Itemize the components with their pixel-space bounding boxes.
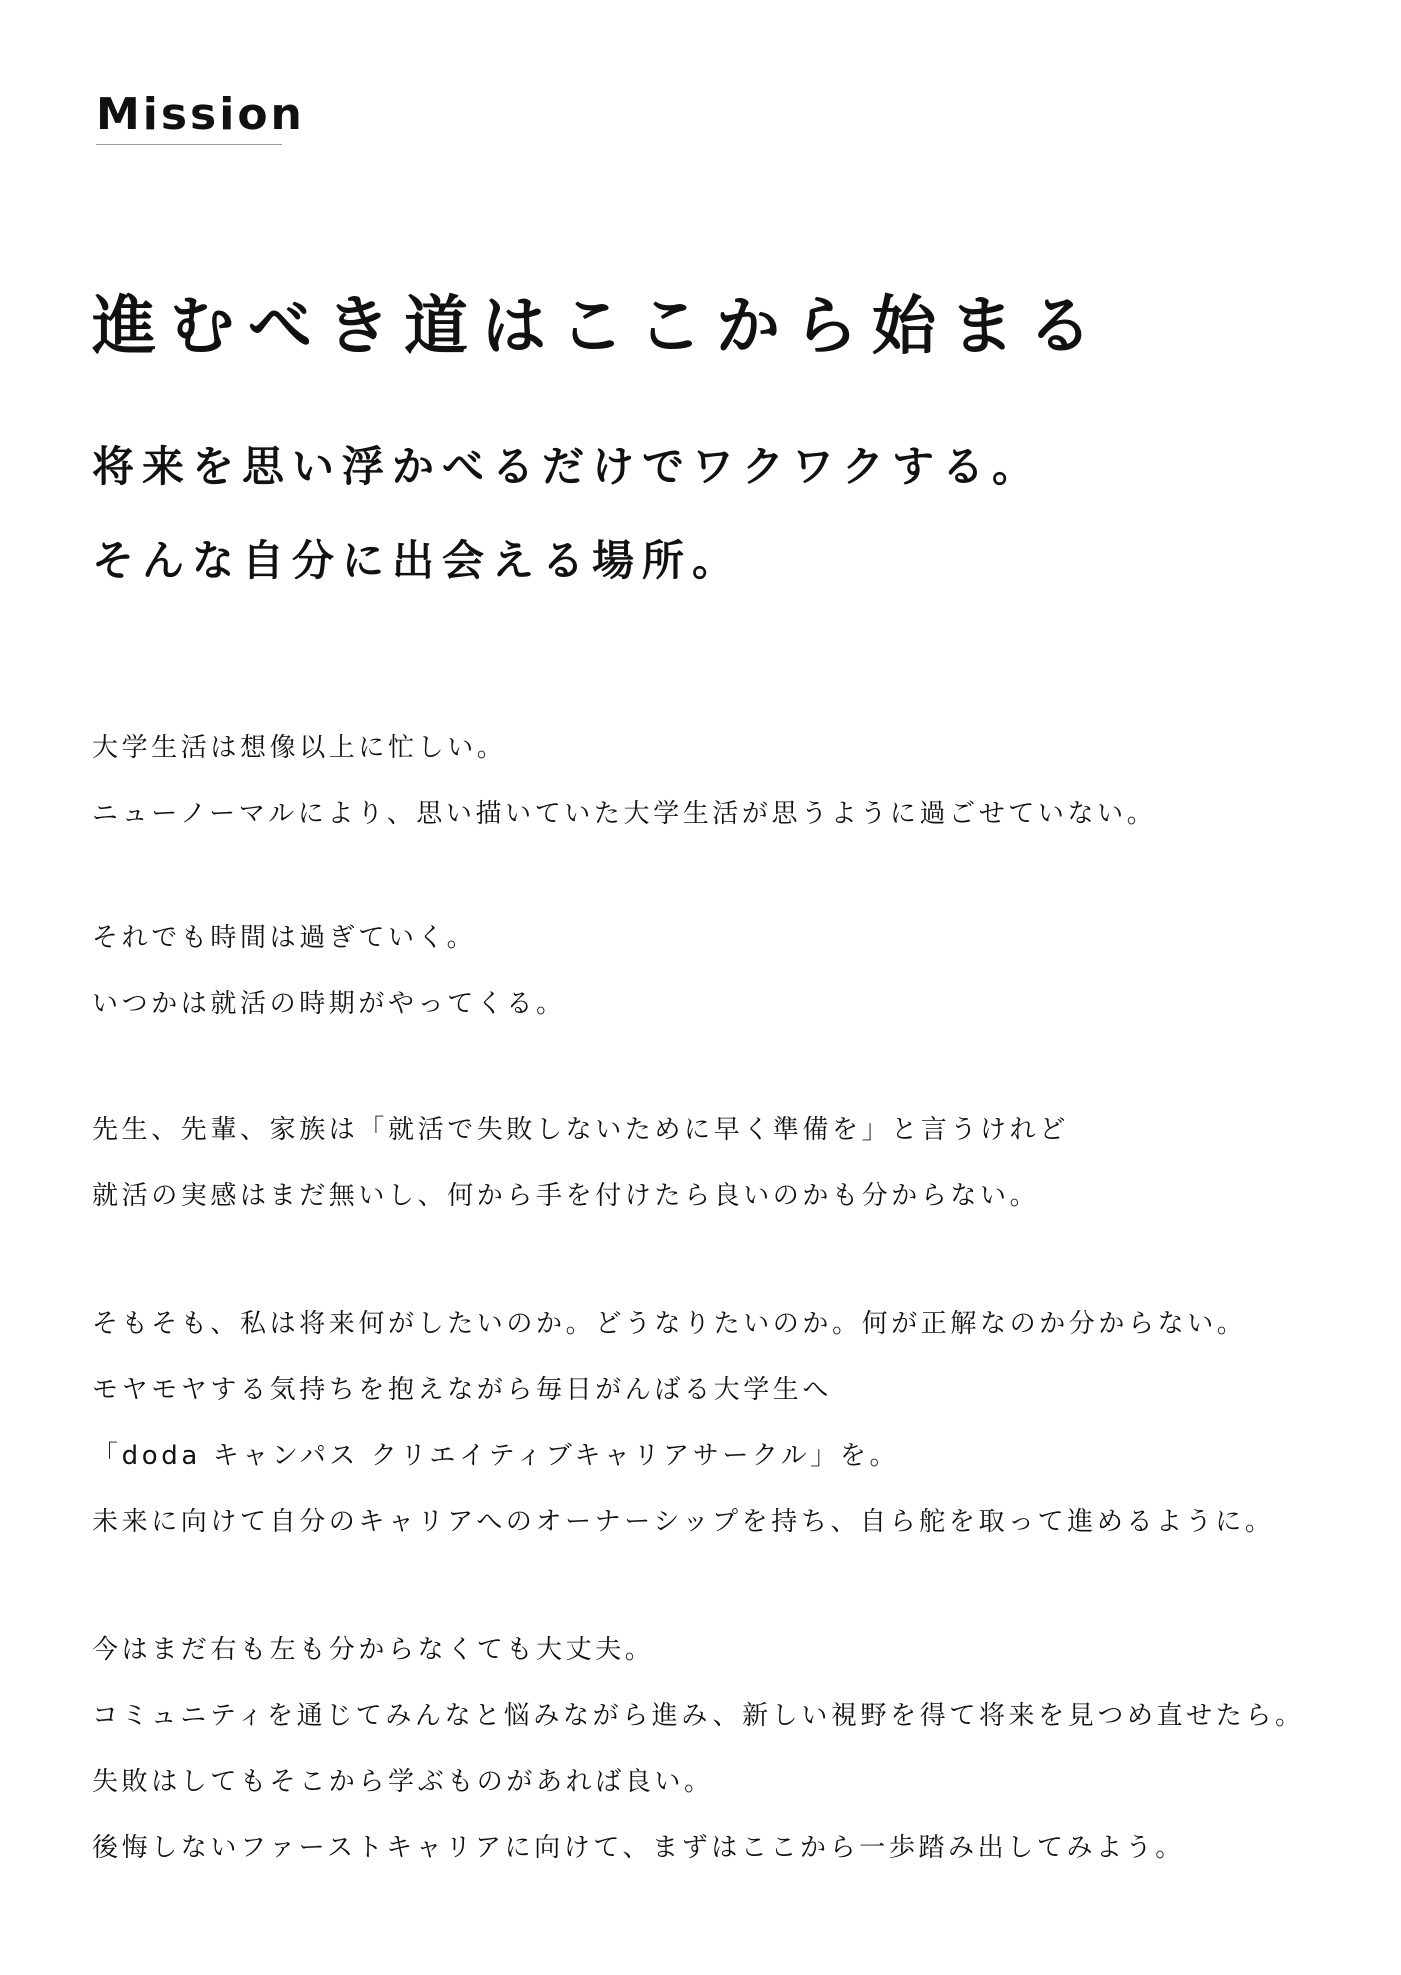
body-line: 今はまだ右も左も分からなくても大丈夫。 — [92, 1635, 655, 1665]
body-line: コミュニティを通じてみんなと悩みながら進み、新しい視野を得て将来を見つめ直せたら。 — [92, 1701, 1305, 1731]
body-line: 後悔しないファーストキャリアに向けて、まずはここから一歩踏み出してみよう。 — [92, 1833, 1185, 1863]
section-label: Mission — [96, 89, 305, 140]
subheadline-line: そんな自分に出会える場所。 — [92, 536, 743, 585]
body-line: 失敗はしてもそこから学ぶものがあれば良い。 — [92, 1767, 714, 1797]
body-line: 就活の実感はまだ無いし、何から手を付けたら良いのかも分からない。 — [92, 1181, 1040, 1211]
body-line: 「doda キャンパス クリエイティブキャリアサークル」を。 — [92, 1441, 900, 1471]
body-line: 未来に向けて自分のキャリアへのオーナーシップを持ち、自ら舵を取って進めるように。 — [92, 1507, 1275, 1537]
body-line: 先生、先輩、家族は「就活で失敗しないために早く準備を」と言うけれど — [92, 1115, 1069, 1145]
body-line: 大学生活は想像以上に忙しい。 — [92, 733, 507, 763]
section-label-underline — [96, 144, 282, 145]
body-line: モヤモヤする気持ちを抱えながら毎日がんばる大学生へ — [92, 1375, 833, 1405]
body-line: ニューノーマルにより、思い描いていた大学生活が思うように過ごせていない。 — [92, 799, 1157, 829]
subheadline-line: 将来を思い浮かべるだけでワクワクする。 — [92, 442, 1043, 491]
body-line: いつかは就活の時期がやってくる。 — [92, 989, 566, 1019]
body-line: そもそも、私は将来何がしたいのか。どうなりたいのか。何が正解なのか分からない。 — [92, 1309, 1247, 1339]
headline: 進むべき道はここから始まる — [92, 290, 1106, 364]
body-line: それでも時間は過ぎていく。 — [92, 923, 477, 953]
subheadline — [92, 420, 1042, 608]
